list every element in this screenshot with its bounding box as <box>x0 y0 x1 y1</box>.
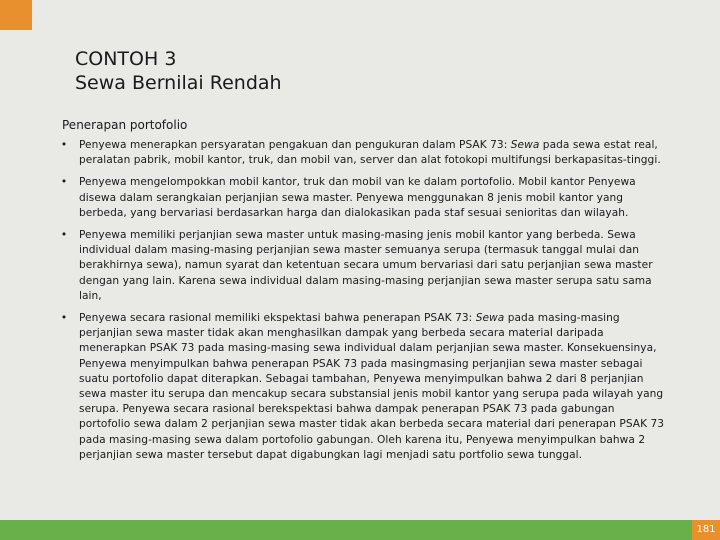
bullet-dot-icon: • <box>60 176 68 189</box>
bullet-text: Penyewa menerapkan persyaratan pengakuan dan pengukuran dalam PSAK 73: <box>79 139 511 151</box>
bullet-dot-icon: • <box>60 312 68 325</box>
bullet-emphasis: Sewa <box>510 139 540 151</box>
slide-title-line-2: Sewa Bernilai Rendah <box>75 72 282 94</box>
slide-title <box>75 47 282 95</box>
bullet-text: pada sewa estat real, peralatan pabrik, mobil kantor, truk, dan mobil van, server dan alat fotokopi multifungsi berkapasitas-tinggi. <box>79 139 661 167</box>
bullet-item <box>58 138 668 168</box>
page-number: 181 <box>692 520 720 540</box>
footer-bar <box>0 520 720 540</box>
bullet-dot-icon: • <box>60 139 68 151</box>
bullet-dot-icon: • <box>60 229 68 242</box>
bullet-item <box>58 311 668 463</box>
bullet-list <box>58 138 668 470</box>
slide-title-line-1: CONTOH 3 <box>75 48 177 70</box>
bullet-text: Penyewa memiliki perjanjian sewa master untuk masing-masing jenis mobil kantor yang berbeda. Sewa individual dalam masing-masing perjanjian sewa master semuanya serupa (termasuk tanggal mulai dan berakhirnya sewa), namun syarat dan ketentuan secara umum bervariasi dari satu perjanjian sewa master dengan yang lain. Karena sewa individual dalam masing-masing perjanjian sewa master serupa satu sama lain, <box>79 229 653 302</box>
corner-accent-square <box>0 0 32 30</box>
bullet-item <box>58 175 668 221</box>
section-subheading: Penerapan portofolio <box>62 118 188 132</box>
bullet-text: pada masing-masing perjanjian sewa master tidak akan menghasilkan dampak yang berbeda secara material daripada menerapkan PSAK 73 pada masing-masing sewa individual dalam perjanjian sewa master. Konsekuensinya, Penyewa menyimpulkan bahwa penerapan PSAK 73 pada masingmasing perjanjian sewa master sebagai suatu portofolio dapat diterapkan. Sebagai tambahan, Penyewa menyimpulkan bahwa 2 dari 8 perjanjian sewa master itu serupa dan mencakup secara substansial jenis mobil kantor yang serupa pada wilayah yang serupa. Penyewa secara rasional berekspektasi bahwa dampak penerapan PSAK 73 pada gabungan portofolio sewa dalam 2 perjanjian sewa master tidak akan berbeda secara material dari penerapan PSAK 73 pada masing-masing sewa dalam portofolio gabungan. Oleh karena itu, Penyewa menyimpulkan bahwa 2 perjanjian sewa master tersebut dapat digabungkan lagi menjadi satu portfolio sewa tunggal. <box>79 312 665 461</box>
bullet-text: Penyewa secara rasional memiliki ekspektasi bahwa penerapan PSAK 73: <box>79 312 476 325</box>
bullet-text: Penyewa mengelompokkan mobil kantor, truk dan mobil van ke dalam portofolio. Mobil kantor Penyewa disewa dalam serangkaian perjanjian sewa master. Penyewa menggunakan 8 jenis mobil kantor yang berbeda, yang bervariasi berdasarkan harga dan dialokasikan pada staf sesuai senioritas dan wilayah. <box>79 176 636 219</box>
bullet-emphasis: Sewa <box>475 312 505 325</box>
bullet-item <box>58 228 668 304</box>
